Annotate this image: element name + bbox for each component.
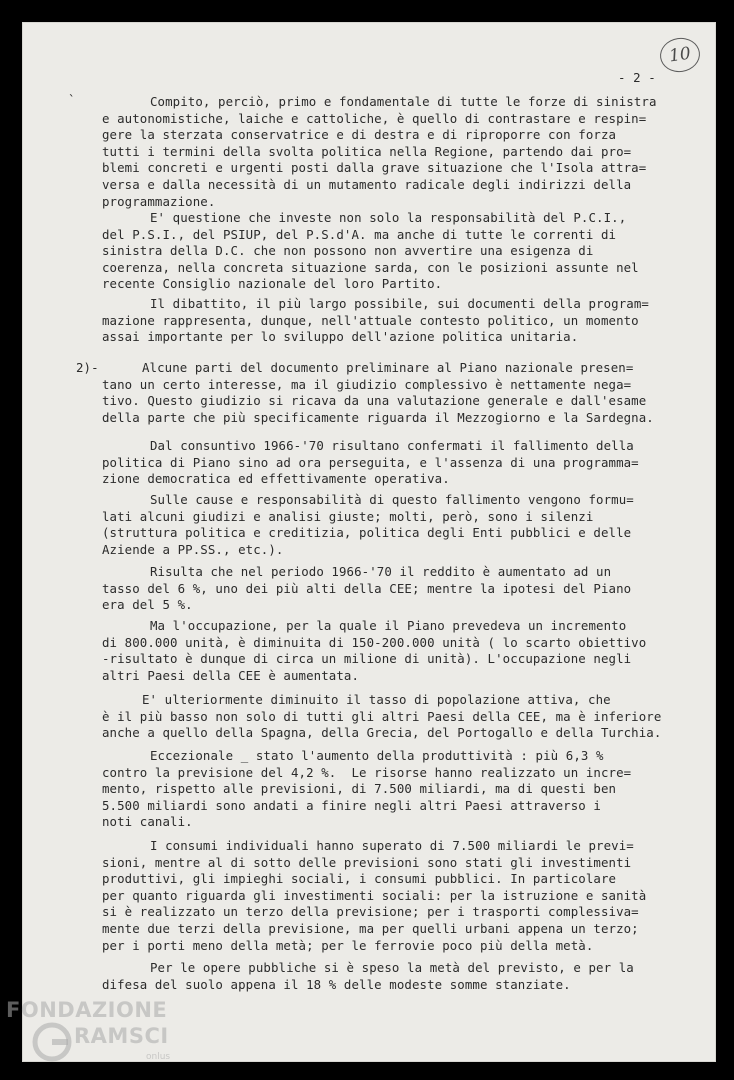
- text-line: E' questione che investe non solo la responsabilità del P.C.I.,: [150, 210, 627, 225]
- text-line: E' ulteriormente diminuito il tasso di popolazione attiva, che: [142, 692, 611, 707]
- text-line: mento, rispetto alle previsioni, di 7.500 miliardi, ma di questi ben: [102, 781, 617, 797]
- watermark-logo: [0, 996, 200, 1080]
- text-line: recente Consiglio nazionale del loro Partito.: [102, 276, 443, 292]
- paragraph-9: [102, 692, 712, 742]
- text-line: sinistra della D.C. che non possono non avvertire una esigenza di: [102, 243, 594, 259]
- text-line: Compito, perciò, primo e fondamentale di tutte le forze di sinistra: [150, 94, 657, 109]
- text-line: sioni, mentre al di sotto delle previsioni sono stati gli investimenti: [102, 854, 632, 870]
- paragraph-11: [102, 838, 712, 954]
- page-number: - 2 -: [618, 70, 656, 85]
- text-line: Alcune parti del documento preliminare al Piano nazionale presen=: [142, 360, 634, 375]
- document-page: [22, 22, 716, 1062]
- text-line: lati alcuni giudizi e analisi giuste; molti, però, sono i silenzi: [102, 508, 594, 524]
- margin-mark: `: [68, 92, 76, 107]
- paragraph-12: [102, 960, 712, 993]
- paragraph-3: [102, 296, 712, 346]
- text-line: blemi concreti e urgenti posti dalla grave situazione che l'Isola attra=: [102, 160, 647, 176]
- text-line: e autonomistiche, laiche e cattoliche, è quello di contrastare e respin=: [102, 110, 647, 126]
- paragraph-10: [102, 748, 712, 831]
- section-number: 2)-: [76, 360, 99, 375]
- text-line: Per le opere pubbliche si è speso la metà del previsto, e per la: [150, 960, 634, 975]
- text-line: per i porti meno della metà; per le ferrovie poco più della metà.: [102, 937, 594, 953]
- paragraph-2: [102, 210, 712, 293]
- text-line: noti canali.: [102, 814, 193, 830]
- text-line: della parte che più specificamente riguarda il Mezzogiorno e la Sardegna.: [102, 409, 654, 425]
- text-line: produttivi, gli impieghi sociali, i consumi pubblici. In particolare: [102, 871, 617, 887]
- text-line: coerenza, nella concreta situazione sarda, con le posizioni assunte nel: [102, 259, 639, 275]
- text-line: tutti i termini della svolta politica nella Regione, partendo dai pro=: [102, 143, 632, 159]
- text-line: Eccezionale _ stato l'aumento della produttività : più 6,3 %: [150, 748, 604, 763]
- text-line: mente due terzi della previsione, ma per quelli urbani appena un terzo;: [102, 920, 639, 936]
- text-line: difesa del suolo appena il 18 % delle modeste somme stanziate.: [102, 976, 571, 992]
- text-line: tano un certo interesse, ma il giudizio complessivo è nettamente nega=: [102, 376, 632, 392]
- text-line: si è realizzato un terzo della previsione; per i trasporti complessiva=: [102, 904, 639, 920]
- text-line: (struttura politica e creditizia, politica degli Enti pubblici e delle: [102, 525, 632, 541]
- text-line: -risultato è dunque di circa un milione di unità). L'occupazione negli: [102, 651, 632, 667]
- text-line: gere la sterzata conservatrice e di destra e di riproporre con forza: [102, 127, 617, 143]
- text-line: Risulta che nel periodo 1966-'70 il reddito è aumentato ad un: [150, 564, 612, 579]
- text-line: assai importante per lo sviluppo dell'azione politica unitaria.: [102, 329, 579, 345]
- text-line: contro la previsione del 4,2 %. Le risorse hanno realizzato un incre=: [102, 764, 632, 780]
- paragraph-1: [102, 94, 712, 210]
- text-line: tasso del 6 %, uno dei più alti della CEE; mentre la ipotesi del Piano: [102, 580, 632, 596]
- text-line: tivo. Questo giudizio si ricava da una valutazione generale e dall'esame: [102, 393, 647, 409]
- watermark-line-2: RAMSCI: [74, 1024, 169, 1048]
- text-line: Il dibattito, il più largo possibile, sui documenti della program=: [150, 296, 649, 311]
- gramsci-g-icon: [30, 1020, 74, 1064]
- paragraph-5: [102, 438, 712, 488]
- text-line: zione democratica ed effettivamente operativa.: [102, 471, 450, 487]
- archive-stamp-number: 10: [667, 43, 693, 67]
- text-line: altri Paesi della CEE è aumentata.: [102, 667, 360, 683]
- text-line: versa e dalla necessità di un mutamento radicale degli indirizzi della: [102, 176, 632, 192]
- text-line: Ma l'occupazione, per la quale il Piano prevedeva un incremento: [150, 618, 627, 633]
- watermark-line-1: FONDAZIONE: [6, 998, 168, 1022]
- text-line: di 800.000 unità, è diminuita di 150-200.000 unità ( lo scarto obiettivo: [102, 634, 647, 650]
- paragraph-4: [102, 360, 712, 426]
- text-line: I consumi individuali hanno superato di 7.500 miliardi le previ=: [150, 838, 634, 853]
- text-line: era del 5 %.: [102, 597, 193, 613]
- text-line: Dal consuntivo 1966-'70 risultano confermati il fallimento della: [150, 438, 634, 453]
- text-line: anche a quello della Spagna, della Grecia, del Portogallo e della Turchia.: [102, 725, 662, 741]
- watermark-line-3: onlus: [146, 1052, 171, 1062]
- text-line: per quanto riguarda gli investimenti sociali: per la istruzione e sanità: [102, 887, 647, 903]
- paragraph-6: [102, 492, 712, 558]
- text-line: del P.S.I., del PSIUP, del P.S.d'A. ma anche di tutte le correnti di: [102, 226, 617, 242]
- text-line: mazione rappresenta, dunque, nell'attuale contesto politico, un momento: [102, 312, 639, 328]
- paragraph-8: [102, 618, 712, 684]
- text-line: Sulle cause e responsabilità di questo fallimento vengono formu=: [150, 492, 634, 507]
- archive-stamp: [658, 35, 702, 74]
- text-line: 5.500 miliardi sono andati a finire negli altri Paesi attraverso i: [102, 797, 601, 813]
- text-line: Aziende a PP.SS., etc.).: [102, 541, 284, 557]
- text-line: è il più basso non solo di tutti gli altri Paesi della CEE, ma è inferiore: [102, 708, 662, 724]
- paragraph-7: [102, 564, 712, 614]
- text-line: politica di Piano sino ad ora perseguita, e l'assenza di una programma=: [102, 454, 639, 470]
- text-line: programmazione.: [102, 193, 216, 209]
